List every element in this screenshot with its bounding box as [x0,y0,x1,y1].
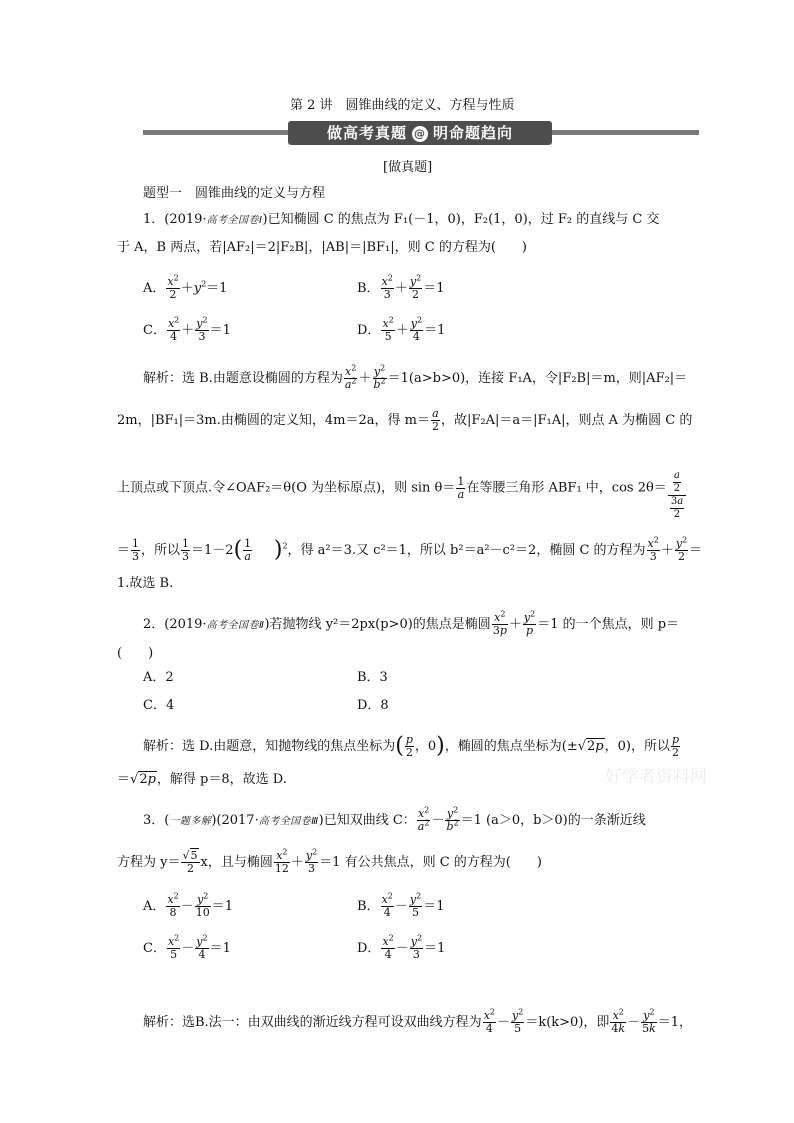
q2-option-c: C．4 [143,698,175,713]
q1-option-a: A． $\frac{x^2}{2}$ $+y^2=1$ [143,273,228,301]
lesson-title: 第 2 讲 圆锥曲线的定义、方程与性质 [290,98,515,113]
q2-option-b: B．3 [357,670,388,685]
q3-source-1: 一题多解 [169,816,212,827]
q1-source: 高考全国卷Ⅰ [206,215,263,226]
q1-solution-line5: 1.故选 B. [117,576,174,591]
q3-source-2: 高考全国卷Ⅲ [258,816,319,827]
q1-stem-line1: 1．(2019·高考全国卷Ⅰ)已知椭圆 C 的焦点为 F₁(－1，0)，F₂(1，0)，过 F₂ 的直线与 C 交 [143,212,660,227]
banner [288,121,552,145]
q1-solution-line3: 上顶点或下顶点.令∠OAF₂＝θ(O 为坐标原点)，则 sin θ＝ $\frac{1}{a}$ 在等腰三角形 ABF₁ 中，cos 2θ＝ $\frac{\frac{a}{2}}{\frac{3a}{2}}$ [117,470,687,521]
banner-mid-icon: @ [414,126,426,140]
banner-right: 明命题趋向 [433,124,514,142]
q3-solution-line1: 解析：选B.法一：由双曲线的渐近线方程可设双曲线方程为 $\frac{x^2}{4}$ － $\frac{y^2}{5}$ ＝k(k>0)，即 $\frac{x^2}{4k}$ － $\frac{y^2}{5k}$ ＝1， [143,1007,693,1035]
q3-option-a: A． $\frac{x^2}{8}$ － $\frac{y^2}{10}$ ＝1 [143,891,233,919]
q3-option-b: B． $\frac{x^2}{4}$ － $\frac{y^2}{5}$ ＝1 [357,891,445,919]
q1-option-c: C． $\frac{x^2}{4}$ ＋ $\frac{y^2}{3}$ ＝1 [143,315,231,343]
q2-solution-line1: 解析：选 D.由题意，知抛物线的焦点坐标为( $\frac{p}{2}$ ，0)，椭圆的焦点坐标为(±√2p，0)，所以 $\frac{p}{2}$ [143,733,680,759]
q1-option-d: D． $\frac{x^2}{5}$ ＋ $\frac{y^2}{4}$ ＝1 [357,315,446,343]
q3-option-d: D． $\frac{x^2}{4}$ － $\frac{y^2}{3}$ ＝1 [357,933,446,961]
q3-stem-line1: 3．(一题多解)(2017·高考全国卷Ⅲ)已知双曲线 C： $\frac{x^2}{a^2}$ － $\frac{y^2}{b^2}$ ＝1 (a＞0，b＞0)的一条渐近线 [143,805,646,833]
q1-solution-line2: 2m，|BF₁|＝3m.由椭圆的定义知，4m＝2a，得 m＝ $\frac{a}{2}$ ，故|F₂A|＝a＝|F₁A|，则点 A 为椭圆 C 的 [117,407,693,433]
banner-left: 做高考真题 [326,124,407,142]
q2-option-a: A．2 [143,670,174,685]
q1-solution-line4: ＝ $\frac{1}{3}$ ，所以 $\frac{1}{3}$ ＝1－2( $\frac{1}{a}$ )$^2$，得 a²＝3.又 c²＝1，所以 b²＝a²－c²＝2，椭圆 C 的方程为 $\frac{x^2}{3}$ ＋ $\frac{y^2}{2}$ ＝ [117,535,703,563]
q2-stem-line2: ( ) [117,646,154,661]
watermark: 好学者资料网 [605,767,707,787]
q2-source: 高考全国卷Ⅱ [206,620,265,631]
q1-stem-line2: 于 A，B 两点，若|AF₂|＝2|F₂B|，|AB|＝|BF₁|，则 C 的方程为( ) [117,240,528,255]
q1-option-b: B． $\frac{x^2}{3}$ ＋ $\frac{y^2}{2}$ ＝1 [357,273,445,301]
q2-solution-line2: ＝√2p，解得 p＝8，故选 D. [117,772,287,787]
topic-heading: 题型一 圆锥曲线的定义与方程 [143,186,326,201]
q3-stem-line2: 方程为 y＝ $\frac{√5}{2}$ x，且与椭圆 $\frac{x^2}{12}$ ＋ $\frac{y^2}{3}$ ＝1 有公共焦点，则 C 的方程为( ) [117,847,542,875]
q3-option-c: C． $\frac{x^2}{5}$ － $\frac{y^2}{4}$ ＝1 [143,933,231,961]
q2-option-d: D．8 [357,698,389,713]
q2-stem-line1: 2．(2019·高考全国卷Ⅱ)若抛物线 y²＝2px(p>0)的焦点是椭圆 $\frac{x^2}{3p}$ ＋ $\frac{y^2}{p}$ ＝1 的一个焦点，则 p＝ [143,609,680,637]
q1-solution-line1: 解析：选 B.由题意设椭圆的方程为 $\frac{x^2}{a^2}$ ＋ $\frac{y^2}{b^2}$ ＝1(a>b>0)，连接 F₁A，令|F₂B|＝m，则|AF₂|＝ [143,363,688,391]
section-label: [做真题] [383,160,433,175]
